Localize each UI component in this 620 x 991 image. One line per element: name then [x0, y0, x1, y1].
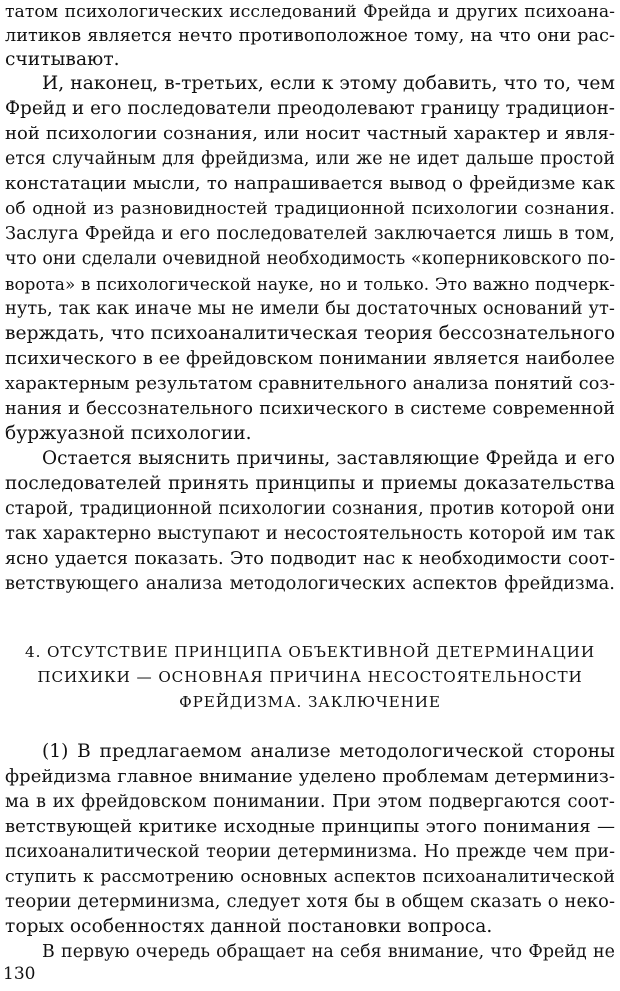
body-text-line: нания и бессознательного психического в системе современной	[5, 399, 615, 419]
body-text-line: нуть, так как иначе мы не имели бы достаточных оснований ут-	[5, 298, 615, 319]
body-text-line: В первую очередь обращает на себя внимание, что Фрейд не	[42, 942, 615, 962]
body-text-line: литиков является нечто противоположное тому, на что они рас-	[5, 26, 615, 46]
body-text-line: об одной из разновидностей традиционной психологии сознания.	[5, 199, 615, 219]
body-text-line: ется случайным для фрейдизма, или же не идет дальше простой	[5, 149, 615, 169]
section-heading-line: ФРЕЙДИЗМА. ЗАКЛЮЧЕНИЕ	[179, 693, 441, 711]
body-text-line: торых особенностях данной постановки вопроса.	[5, 916, 493, 937]
body-text-line: Фрейд и его последователи преодолевают границу традицион-	[5, 98, 615, 119]
body-text-line: последователей принять принципы и приемы доказательства	[5, 473, 615, 494]
section-heading-line: 4. ОТСУТСТВИЕ ПРИНЦИПА ОБЪЕКТИВНОЙ ДЕТЕРМИНАЦИИ	[25, 643, 595, 661]
body-text-line: татом психологических исследований Фрейда и других психоана-	[5, 2, 615, 22]
body-text-line: ветствующего анализа методологических аспектов фрейдизма.	[5, 573, 615, 594]
body-text-line: психоаналитической теории детерминизма. Но прежде чем при-	[5, 842, 615, 862]
body-text-line: старой, традиционной психологии сознания, против которой они	[5, 499, 615, 519]
body-text-line: ма в их фрейдовском понимании. При этом подвергаются соот-	[5, 791, 615, 812]
body-text-line: Остается выяснить причины, заставляющие Фрейда и его	[42, 448, 615, 469]
body-text-line: ной психологии сознания, или носит частный характер и явля-	[5, 123, 615, 144]
body-text-line: ступить к рассмотрению основных аспектов психоаналитической	[5, 867, 615, 887]
body-text-line: (1) В предлагаемом анализе методологической стороны	[42, 741, 615, 762]
body-text-line: психического в ее фрейдовском понимании является наиболее	[5, 348, 615, 369]
body-text-line: ясно удается показать. Это подводит нас к необходимости соот-	[5, 549, 615, 569]
body-text-line: ветствующей критике исходные принципы этого понимания —	[5, 816, 615, 837]
body-text-line: И, наконец, в-третьих, если к этому добавить, что то, чем	[42, 73, 615, 94]
body-text-line: констатации мысли, то напрашивается вывод о фрейдизме как	[5, 173, 615, 194]
body-text-line: буржуазной психологии.	[5, 423, 252, 444]
body-text-line: фрейдизма главное внимание уделено проблемам детерминиз-	[5, 766, 615, 787]
body-text-line: характерным результатом сравнительного анализа понятий соз-	[5, 374, 615, 394]
body-text-line: считывают.	[5, 49, 120, 70]
body-text-line: теории детерминизма, следует хотя бы в общем сказать о неко-	[5, 891, 615, 912]
body-text-line: верждать, что психоаналитическая теория бессознательного	[5, 323, 616, 344]
body-text-line: что они сделали очевидной необходимость «коперниковского по-	[5, 249, 616, 269]
section-heading-line: ПСИХИКИ — ОСНОВНАЯ ПРИЧИНА НЕСОСТОЯТЕЛЬНОСТИ	[37, 668, 583, 686]
body-text-line: Заслуга Фрейда и его последователей заключается лишь в том,	[5, 223, 615, 244]
page-number: 130	[3, 964, 36, 984]
body-text-line: ворота» в психологической науке, но и только. Это важно подчерк-	[5, 274, 615, 294]
body-text-line: так характерно выступают и несостоятельность которой им так	[5, 523, 615, 544]
